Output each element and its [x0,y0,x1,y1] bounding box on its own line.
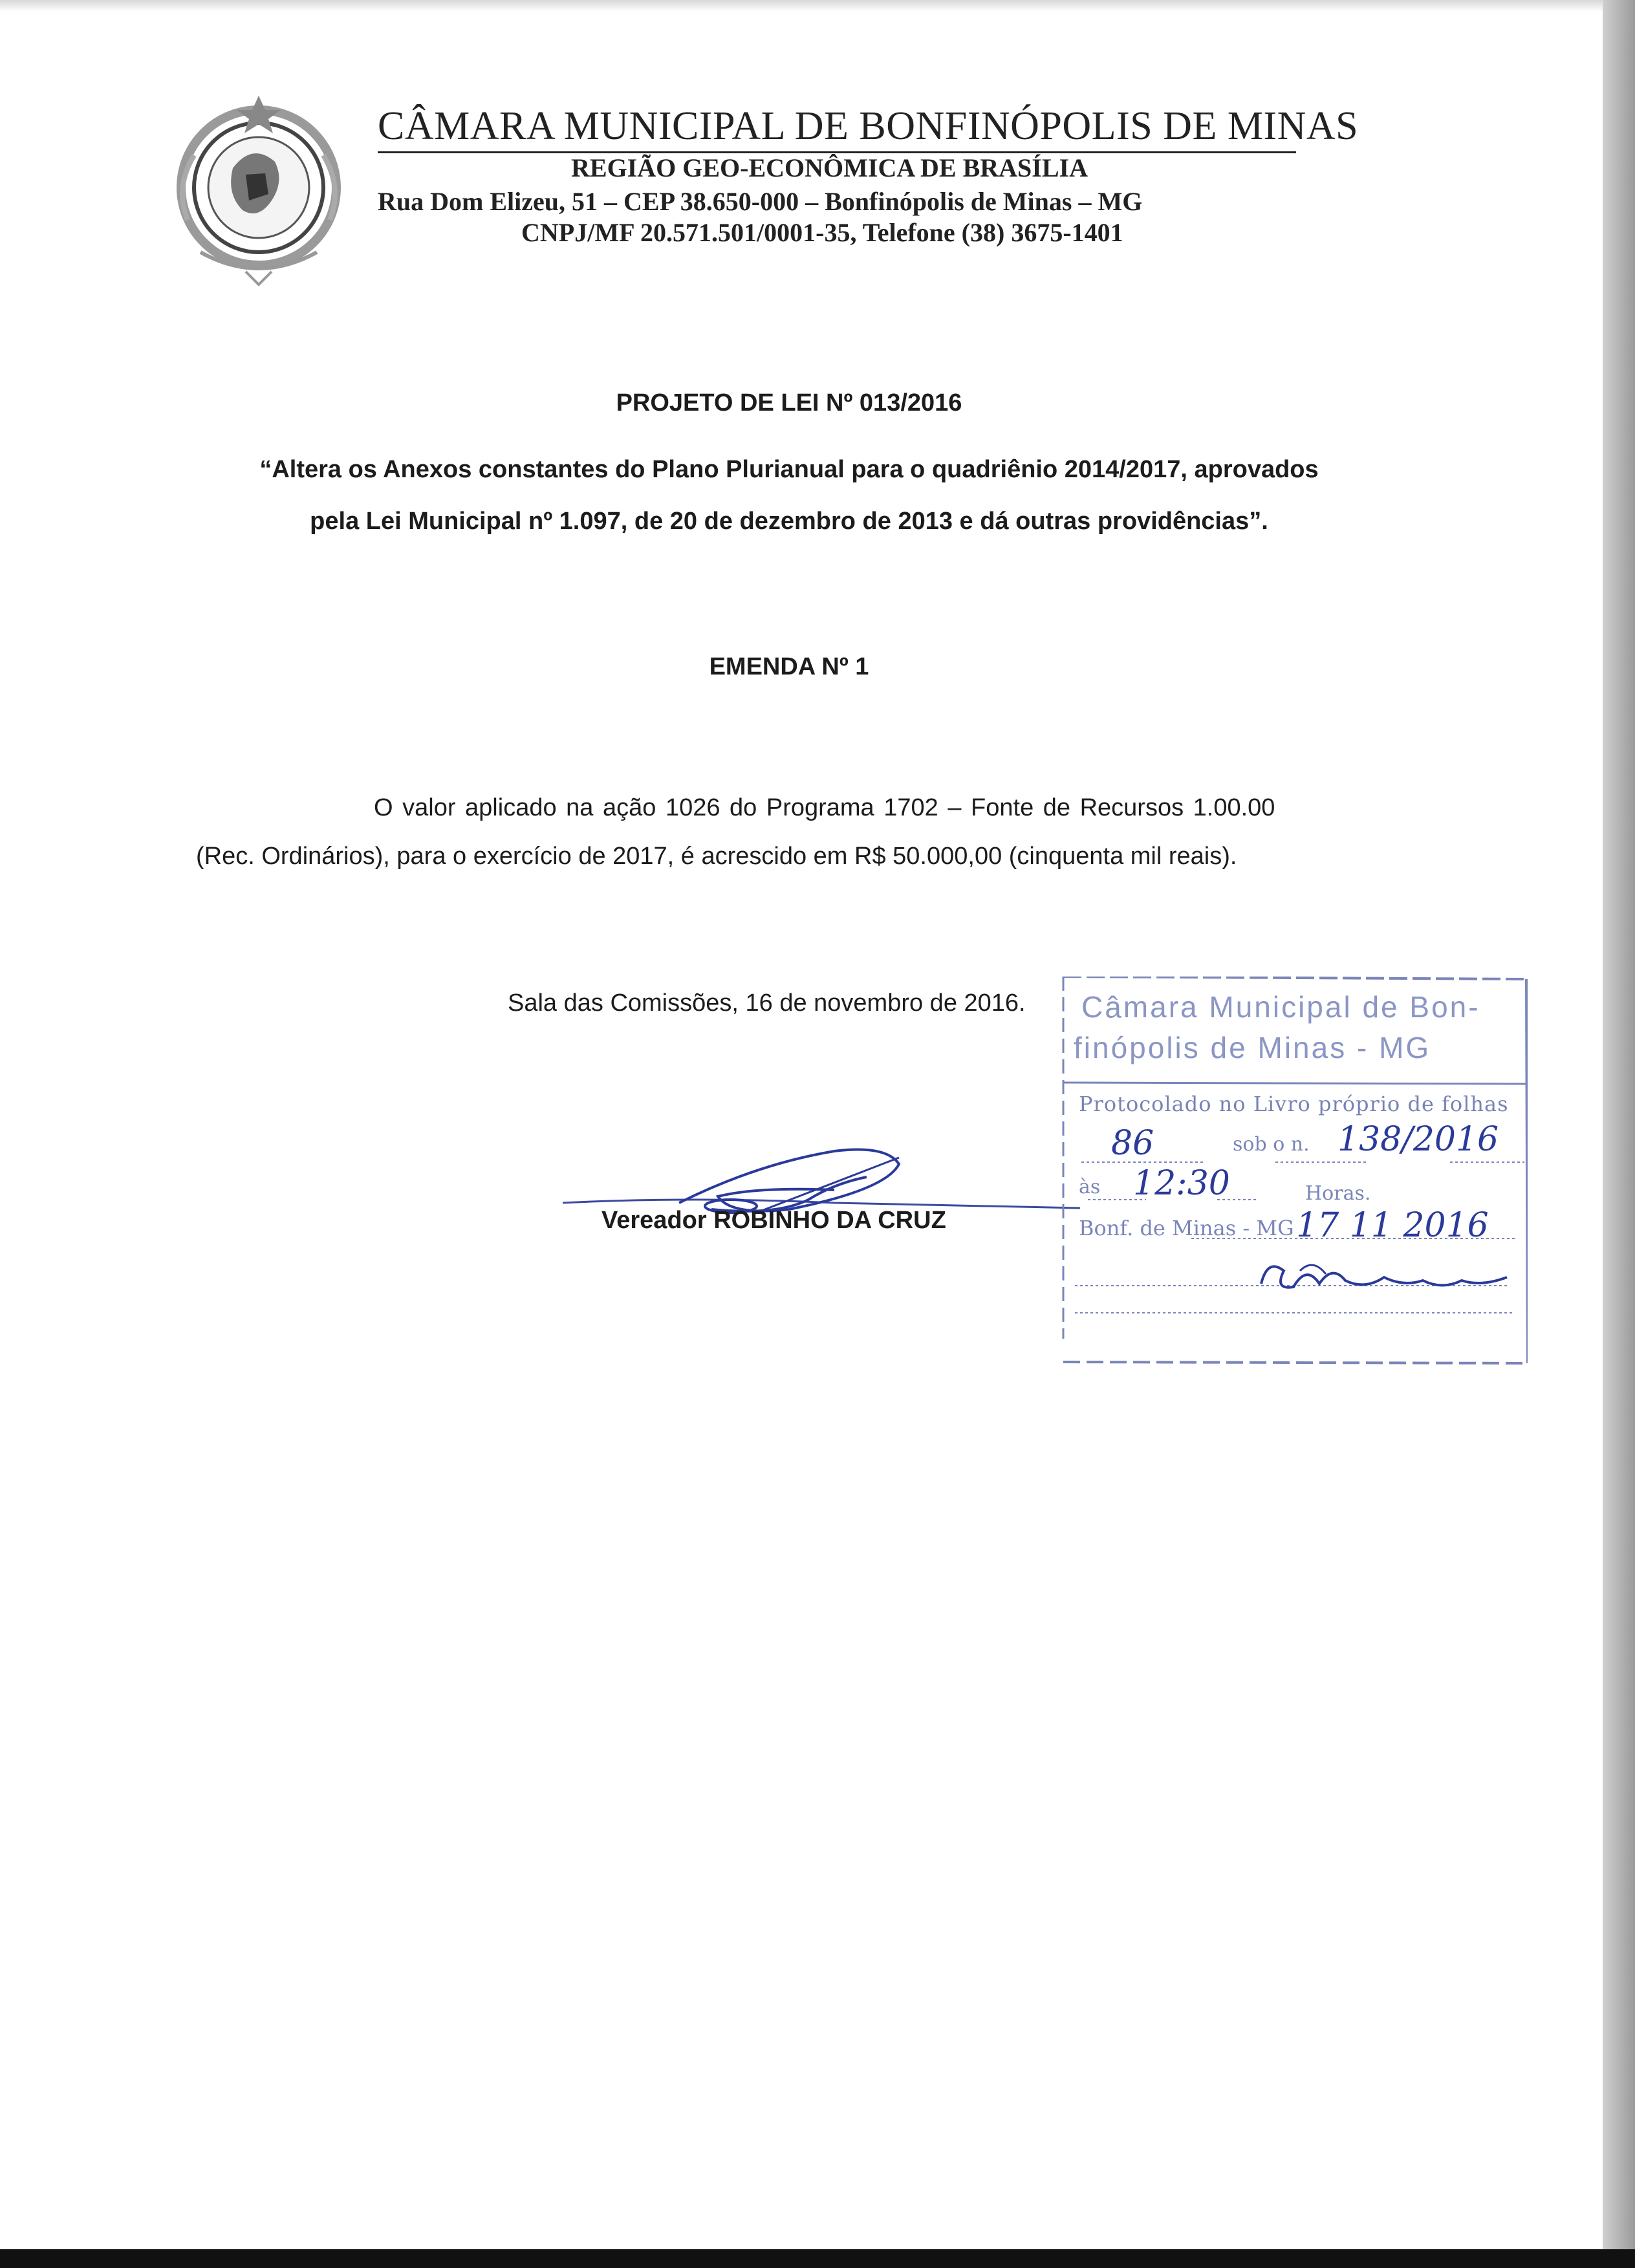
stamp-as-label: às [1079,1176,1101,1198]
stamp-handwritten-number: 138/2016 [1337,1120,1499,1159]
header-address: Rua Dom Elizeu, 51 – CEP 38.650-000 – Bonfinópolis de Minas – MG [378,187,1143,216]
stamp-horas-label: Horas. [1305,1182,1371,1205]
header-region: REGIÃO GEO-ECONÔMICA DE BRASÍLIA [571,153,1088,182]
amendment-body-line1: O valor aplicado na ação 1026 do Programa 1702 – Fonte de Recursos 1.00.00 [374,794,1275,821]
stamp-clerk-signature-icon [1255,1251,1513,1303]
amendment-title: EMENDA Nº 1 [709,653,869,680]
place-date: Sala das Comissões, 16 de novembro de 2016. [508,989,1026,1017]
stamp-handwritten-folhas: 86 [1111,1124,1154,1163]
header-title: CÂMARA MUNICIPAL DE BONFINÓPOLIS DE MINAS [378,104,1359,148]
header-cnpj: CNPJ/MF 20.571.501/0001-35, Telefone (38) 3675-1401 [521,218,1123,247]
stamp-line2: finópolis de Minas - MG [1074,1031,1431,1064]
scan-bottom-edge [0,2249,1635,2268]
stamp-sob-label: sob o n. [1233,1133,1310,1156]
stamp-handwritten-date: 17 11 2016 [1296,1206,1489,1245]
scan-top-shadow [0,0,1603,12]
stamp-city-label: Bonf. de Minas - MG [1079,1216,1294,1240]
stamp-line3: Protocolado no Livro próprio de folhas [1079,1092,1509,1116]
document-subtitle-line2: pela Lei Municipal nº 1.097, de 20 de dezembro de 2013 e dá outras providências”. [310,508,1268,535]
stamp-line1: Câmara Municipal de Bon- [1081,990,1480,1024]
stamp-handwritten-time: 12:30 [1133,1164,1230,1203]
municipal-seal-icon [162,91,356,291]
document-subtitle-line1: “Altera os Anexos constantes do Plano Plurianual para o quadriênio 2014/2017, aprovados [259,456,1319,483]
amendment-body-line2: (Rec. Ordinários), para o exercício de 2017, é acrescido em R$ 50.000,00 (cinquenta mil reais). [196,843,1237,870]
document-title: PROJETO DE LEI Nº 013/2016 [616,389,962,416]
signer-name: Vereador ROBINHO DA CRUZ [601,1207,946,1234]
scan-right-edge [1603,0,1635,2268]
